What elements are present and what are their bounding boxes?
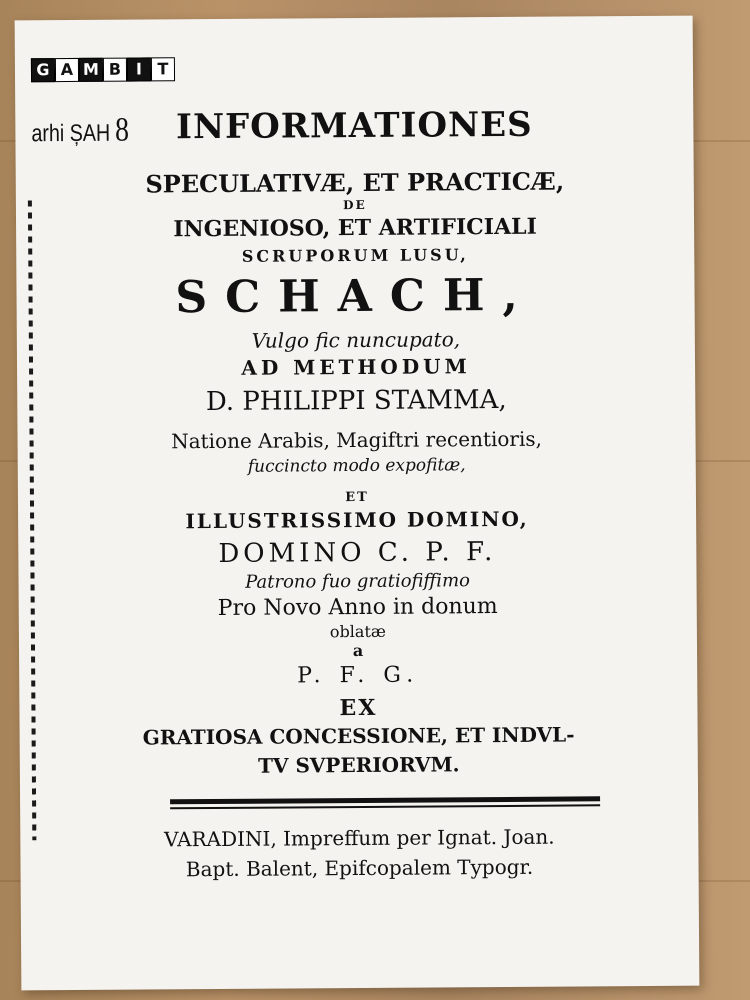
- series-name: arhi ȘAH: [31, 119, 111, 148]
- logo-letter: T: [151, 57, 175, 81]
- logo-letter: A: [55, 58, 79, 82]
- title-line: GRATIOSA CONCESSIONE, ET INDVL-: [142, 722, 575, 750]
- title-line: ILLUSTRISSIMO DOMINO,: [185, 506, 529, 534]
- series-number: 8: [114, 111, 130, 149]
- author-line: D. PHILIPPI STAMMA,: [205, 384, 507, 418]
- title-line: Vulgo fic nuncupato,: [251, 327, 461, 353]
- title-main: INFORMATIONES: [175, 104, 533, 148]
- title-line: TV SVPERIORVM.: [257, 752, 460, 778]
- title-line: DE: [343, 197, 367, 213]
- title-line: DOMINO C. P. F.: [218, 537, 497, 569]
- title-line: Natione Arabis, Magiftri recentioris,: [171, 426, 543, 454]
- gambit-logo: [31, 57, 175, 82]
- imprint-line: Bapt. Balent, Epifcopalem Typogr.: [185, 854, 534, 882]
- book-cover: [15, 16, 700, 991]
- logo-letter: B: [103, 58, 127, 82]
- title-line: SPECULATIVÆ, ET PRACTICÆ,: [145, 166, 565, 199]
- title-line: INGENIOSO, ET ARTIFICIALI: [173, 213, 537, 243]
- title-line: Patrono fuo gratiofiffimo: [245, 570, 471, 593]
- title-schach: SCHACH,: [175, 269, 536, 324]
- title-line: AD METHODUM: [241, 354, 471, 380]
- title-line: oblatæ: [329, 621, 386, 642]
- logo-letter: G: [31, 58, 55, 82]
- title-line: EX: [339, 694, 378, 722]
- divider-rule: [170, 796, 600, 804]
- title-line: ET: [345, 489, 369, 506]
- title-line: P. F. G.: [297, 662, 420, 689]
- logo-letter: M: [79, 58, 103, 82]
- title-line: a: [352, 640, 364, 661]
- title-line: Pro Novo Anno in donum: [217, 594, 498, 621]
- title-line: fuccincto modo expofitæ,: [247, 455, 466, 477]
- divider-rule: [170, 804, 600, 809]
- title-line: SCRUPORUM LUSU,: [241, 245, 469, 266]
- logo-letter: I: [127, 57, 151, 81]
- imprint-line: VARADINI, Impreffum per Ignat. Joan.: [163, 824, 555, 852]
